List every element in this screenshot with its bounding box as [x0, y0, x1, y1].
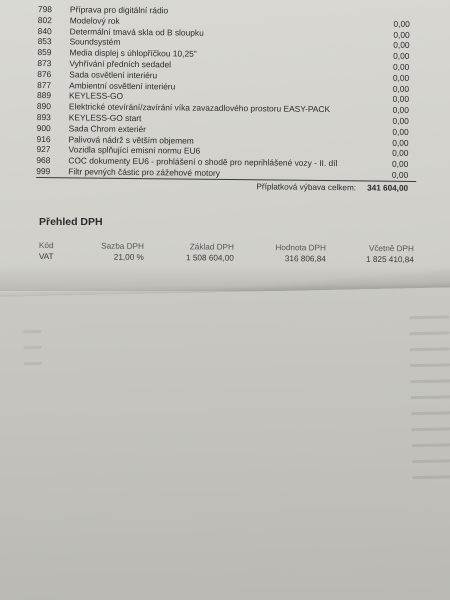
item-description: Příprava pro digitální rádio [69, 4, 169, 16]
vat-amount: 316 806,84 [284, 254, 326, 264]
vat-summary-title: Přehled DPH [39, 216, 103, 228]
bleed-through-mark [409, 315, 449, 319]
bleed-through-mark [411, 411, 450, 415]
item-description: COC dokumenty EU6 - prohlášení o shodě pro neprihlášené vozy - II. díl [68, 155, 338, 169]
item-description: Sada Chrom exteriér [68, 123, 147, 134]
item-price: 0,00 [392, 104, 409, 116]
item-price: 0,00 [392, 61, 410, 72]
bleed-through-mark [410, 363, 450, 367]
item-code: 889 [36, 90, 52, 101]
item-price: 0,00 [393, 18, 410, 29]
item-description: Modelový rok [69, 15, 120, 26]
item-price: 0,00 [392, 83, 410, 94]
item-description: Media displej s úhlopříčkou 10,25" [69, 47, 197, 59]
item-code: 893 [36, 111, 51, 123]
header-code: Kód [38, 240, 54, 251]
item-price: 0,00 [392, 72, 410, 83]
item-description: KEYLESS-GO start [68, 112, 142, 124]
header-vat-rate: Sazba DPH [101, 241, 144, 251]
incl-vat: 1 825 410,84 [365, 254, 414, 265]
item-description: Sada osvětlení interiéru [69, 69, 158, 81]
item-description: Ambientní osvětlení interiéru [69, 79, 176, 92]
item-code: 927 [36, 144, 51, 155]
bleed-through-mark [412, 459, 450, 463]
item-description: Palivová nádrž s větším objemem [68, 133, 194, 146]
item-code: 859 [37, 47, 52, 58]
item-description: Filtr pevných částic pro zážehové motory [68, 166, 221, 178]
header-vat-base: Základ DPH [189, 242, 234, 252]
paper-fold-shadow [0, 265, 450, 291]
item-code: 968 [36, 155, 51, 166]
equipment-list [36, 4, 418, 195]
bleed-through-mark [23, 330, 41, 333]
vat-rate: 21,00 % [113, 252, 144, 262]
item-price: 0,00 [393, 40, 410, 51]
item-price: 0,00 [392, 126, 409, 137]
bleed-through-mark [412, 443, 450, 447]
item-code: 873 [37, 57, 52, 69]
item-price: 0,00 [393, 29, 410, 40]
item-price: 0,00 [391, 158, 409, 170]
table-row [39, 251, 414, 265]
bleed-through-mark [24, 346, 42, 349]
equipment-total [36, 179, 416, 195]
bleed-through-mark [410, 347, 450, 351]
bleed-through-mark [410, 379, 450, 383]
item-code: 802 [37, 14, 52, 25]
item-code: 853 [37, 36, 52, 47]
item-code: 840 [37, 25, 52, 36]
bleed-through-mark [411, 395, 450, 399]
item-code: 916 [36, 133, 51, 144]
item-description: KEYLESS-GO [68, 90, 124, 102]
item-code: 999 [36, 165, 51, 177]
vat-code: VAT [38, 251, 54, 262]
total-label: Příplatková výbava celkem: [256, 182, 357, 193]
item-description: Elektrické otevírání/zavírání víka zavazadlového prostoru EASY-PACK [68, 101, 331, 115]
lower-sheet [0, 287, 450, 600]
item-price: 0,00 [392, 148, 409, 159]
item-description: Soundsystém [69, 36, 121, 48]
item-price: 0,00 [392, 94, 410, 105]
item-code: 798 [37, 4, 52, 15]
item-price: 0,00 [392, 115, 409, 126]
bleed-through-mark [412, 475, 450, 479]
item-price: 0,00 [393, 50, 410, 62]
item-price: 0,00 [391, 169, 409, 180]
header-vat-amount: Hodnota DPH [275, 243, 326, 253]
bleed-through-mark [411, 427, 450, 431]
vat-base: 1 508 604,00 [185, 253, 234, 263]
bleed-through-mark [409, 331, 449, 335]
item-description: Vozidla splňující emisní normu EU6 [68, 144, 201, 157]
total-value: 341 604,00 [367, 183, 409, 193]
item-code: 877 [37, 79, 52, 90]
header-incl-vat: Včetně DPH [368, 243, 414, 254]
item-code: 900 [36, 122, 51, 133]
item-description: Vyhřívání předních sedadel [69, 58, 172, 70]
item-code: 890 [36, 101, 51, 112]
bleed-through-mark [24, 362, 42, 365]
item-price: 0,00 [392, 137, 409, 148]
item-description: Determální tmavá skla od B sloupku [69, 25, 204, 38]
vat-summary-table [39, 240, 414, 265]
item-code: 876 [37, 68, 52, 79]
